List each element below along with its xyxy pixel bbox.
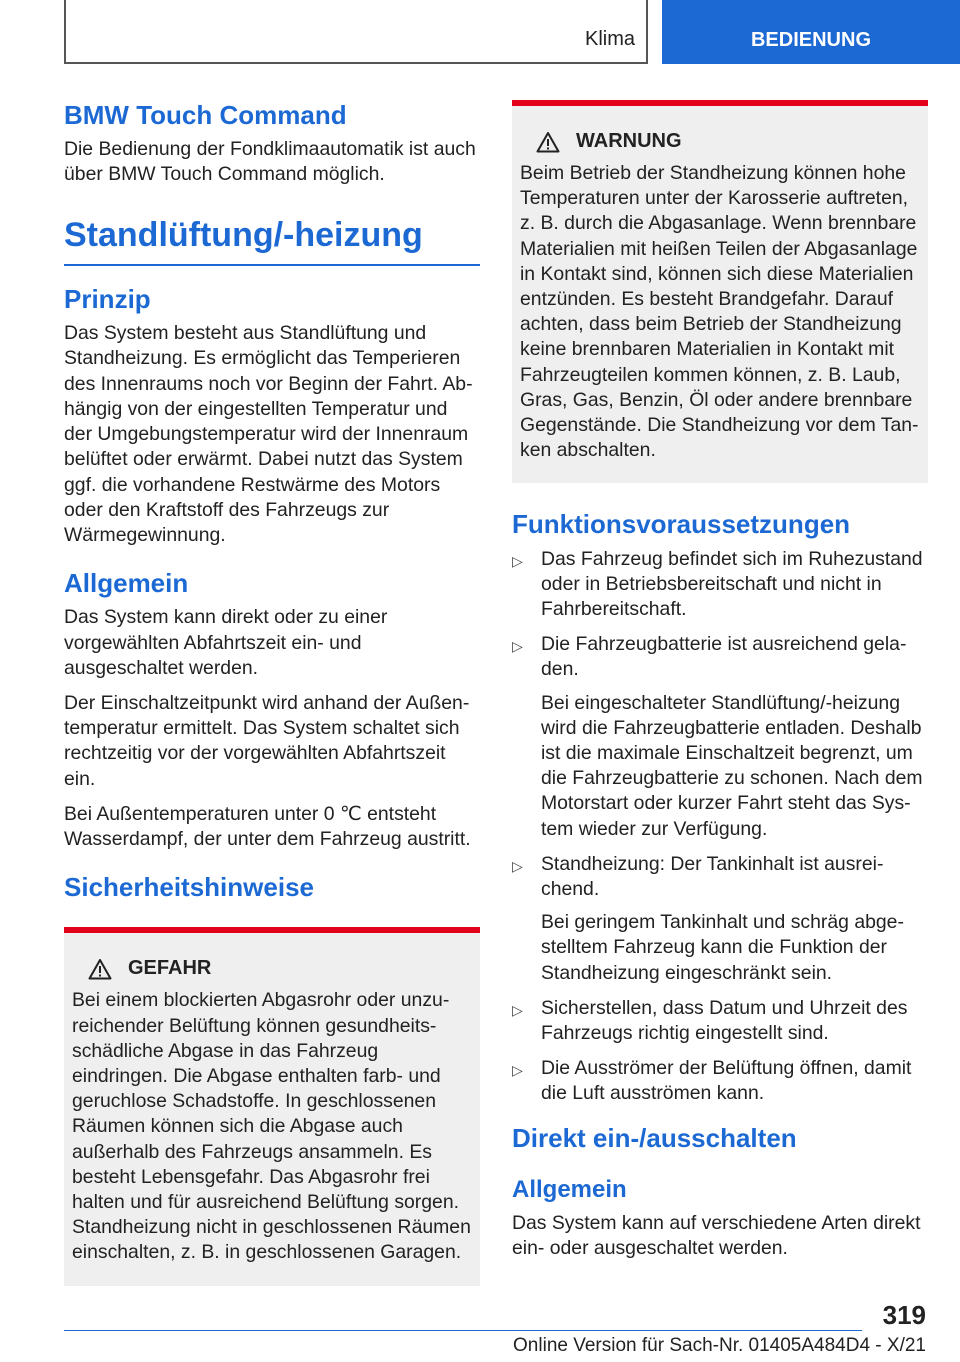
heading-funktionsvoraussetzungen: Funktionsvoraussetzungen xyxy=(512,509,851,540)
footer-text: Online Version für Sach-Nr. 01405A484D4 - X/21 xyxy=(513,1335,926,1356)
warning-label: WARNUNG xyxy=(576,130,682,152)
list-item: ▷ Standheizung: Der Tankinhalt ist ausreichend. Bei geringem Tankinhalt und schräg abgestelltem Fahrzeug kann die Funktion der Standheizung eingeschränkt sein. xyxy=(512,852,904,984)
warning-triangle-icon xyxy=(536,131,560,153)
paragraph-allgemein-1: Das System kann direkt oder zu einer vorgewählten Abfahrtszeit ein- und ausgeschaltet werden. xyxy=(64,606,388,679)
triangle-bullet-icon: ▷ xyxy=(512,638,523,655)
requirements-list xyxy=(512,547,928,1107)
heading-direkt-schalten: Direkt ein-/ausschalten xyxy=(512,1122,797,1153)
warning-text: Beim Betrieb der Standheizung können hohe Temperaturen unter der Karosserie auftreten, z. B. durch die Abgasanlage. Wenn brennbare Materialien mit heißen Teilen der Abgasanlage in Kontakt sind, können sich diese Materialien entzünden. Es besteht Brandgefahr. Darauf achten, dass beim Betrieb der Standheizung keine brennbaren Materialien in Kontakt mit Fahrzeugteilen kommen können, z. B. Laub, Gras, Gas, Benzin, Öl oder andere brennbare Gegenstände. Die Standheizung vor dem Tanken abschalten. xyxy=(520,162,919,462)
paragraph-touch-command: Die Bedienung der Fondklimaautomatik ist auch über BMW Touch Command möglich. xyxy=(64,138,476,186)
list-item: ▷ Sicherstellen, dass Datum und Uhrzeit des Fahrzeugs richtig eingestellt sind. xyxy=(512,996,908,1045)
page-number: 319 xyxy=(882,1300,926,1330)
danger-label: GEFAHR xyxy=(128,957,212,980)
heading-allgemein: Allgemein xyxy=(64,568,189,599)
header-section-label: Klima xyxy=(584,28,635,50)
heading-touch-command: BMW Touch Command xyxy=(64,100,347,130)
heading-prinzip: Prinzip xyxy=(64,284,151,315)
heading-sicherheitshinweise: Sicherheitshinweise xyxy=(64,872,314,903)
paragraph-allgemein-3: Bei Außentemperaturen unter 0 ℃ entsteht Wasserdampf, der unter dem Fahrzeug austritt. xyxy=(64,802,471,850)
paragraph-prinzip: Das System besteht aus Standlüftung und Standheizung. Es ermöglicht das Temperieren des Innenraums noch vor Beginn der Fahrt. Abhängig von der eingestellten Temperatur und der Umgebungstemperatur wird der Innenraum belüftet oder erwärmt. Dabei nutzt das System ggf. die vorhandene Restwärme des Motors oder den Kraftstoff des Fahrzeugs zur Wärmegewinnung. xyxy=(64,322,473,546)
right-column xyxy=(512,100,928,1271)
header-chapter-tab: BEDIENUNG xyxy=(662,0,960,64)
heading-allgemein-2: Allgemein xyxy=(512,1175,627,1203)
paragraph-allgemein-direkt: Das System kann auf verschiedene Arten direkt ein- oder ausgeschaltet werden. xyxy=(512,1211,921,1259)
triangle-bullet-icon: ▷ xyxy=(512,857,523,874)
triangle-bullet-icon: ▷ xyxy=(512,1062,523,1079)
paragraph-allgemein-2: Der Einschaltzeitpunkt wird anhand der Außentemperatur ermittelt. Das System schaltet sich rechtzeitig vor der vorgewählten Abfahrtszeit ein. xyxy=(64,691,470,790)
warning-title xyxy=(536,130,920,153)
triangle-bullet-icon: ▷ xyxy=(512,1001,523,1018)
warning-box xyxy=(512,100,928,483)
danger-text: Bei einem blockierten Abgasrohr oder unzureichender Belüftung können gesundheitsschädliche Abgase in das Fahrzeug eindringen. Die Abgase enthalten farb- und geruchlose Schadstoffe. In geschlossenen Räumen können sich die Abgase auch außerhalb des Fahrzeugs ansammeln. Es besteht Lebensgefahr. Das Abgasrohr frei halten und für ausreichend Belüftung sorgen. Standheizung nicht in geschlossenen Räumen einschalten, z. B. in geschlossenen Garagen. xyxy=(72,989,471,1264)
warning-triangle-icon xyxy=(88,958,112,980)
list-item: ▷ Die Fahrzeugbatterie ist ausreichend geladen. Bei eingeschalteter Standlüftung/-heizung wird die Fahrzeugbatterie entladen. Deshalb ist die maximale Einschaltzeit begrenzt, um die Fahrzeugbatterie zu schonen. Nach dem Motorstart oder kurzer Fahrt steht das System wieder zur Verfügung. xyxy=(512,633,923,840)
triangle-bullet-icon: ▷ xyxy=(512,552,523,569)
list-item: ▷ Das Fahrzeug befindet sich im Ruhezustand oder in Betriebsbereitschaft und nicht in Fahrbereitschaft. xyxy=(512,547,923,621)
left-column xyxy=(64,100,480,1286)
list-item: ▷ Die Ausströmer der Belüftung öffnen, damit die Luft ausströmen kann. xyxy=(512,1057,912,1105)
header-box xyxy=(64,0,648,64)
danger-title xyxy=(88,957,472,980)
danger-box xyxy=(64,927,480,1285)
footer-divider xyxy=(64,1330,862,1331)
heading-standlueftung: Standlüftung/-heizung xyxy=(64,214,480,267)
